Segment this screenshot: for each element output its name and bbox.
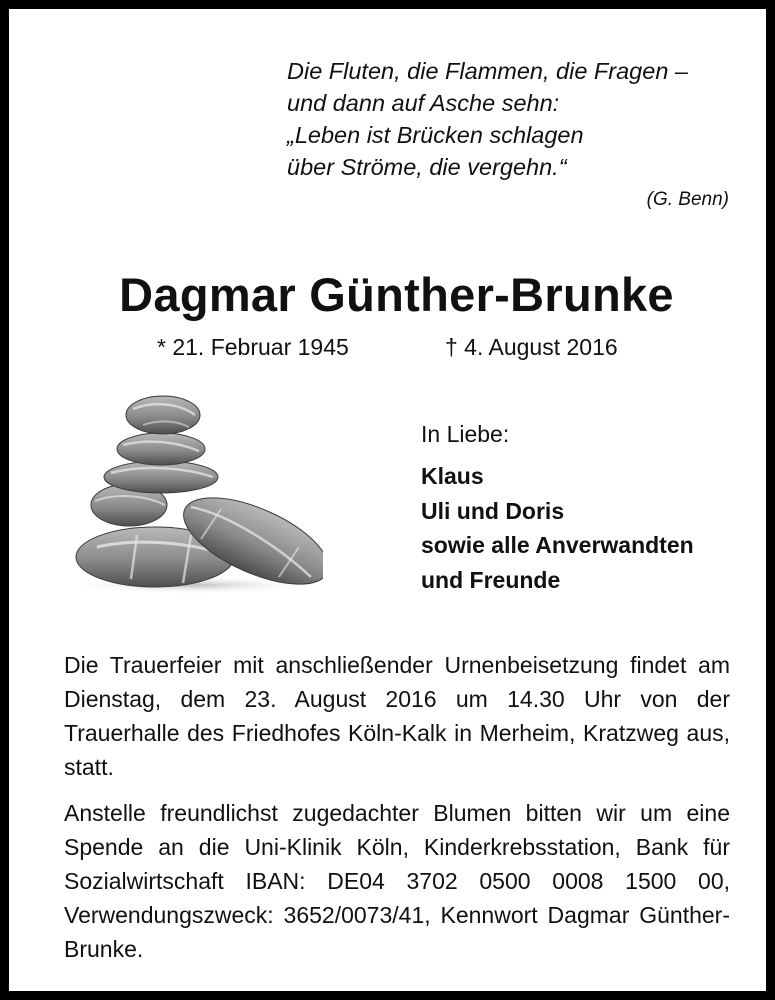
quote-line: „Leben ist Brücken schlagen	[287, 122, 584, 148]
ceremony-paragraph: Die Trauerfeier mit anschließender Urnenbeisetzung findet am Dienstag, dem 23. August 2016 um 14.30 Uhr von der Trauerhalle des Friedhofes Köln-Kalk in Merheim, Kratzweg aus, statt.	[64, 652, 730, 780]
quote-line: über Ströme, die vergehn.“	[287, 154, 567, 180]
stacked-pebbles-icon	[71, 389, 323, 595]
mourner-name: und Freunde	[421, 566, 561, 593]
quote-line: und dann auf Asche sehn:	[287, 90, 560, 116]
mourners-block	[421, 417, 761, 597]
quote-author: (G. Benn)	[646, 189, 729, 210]
deceased-name: Dagmar Günther-Brunke	[119, 268, 674, 321]
death-date: † 4. August 2016	[445, 334, 618, 360]
donation-paragraph: Anstelle freundlichst zugedachter Blumen bitten wir um eine Spende an die Uni-Klinik Köln, Kinderkrebsstation, Bank für Sozialwirtschaft IBAN: DE04 3702 0500 0008 1500 00, Verwendungszweck: 3652/0073/41, Kennwort Dagmar Günther-Brunke.	[64, 800, 730, 962]
mourner-name: Klaus	[421, 463, 484, 489]
mourner-name: Uli und Doris	[421, 497, 565, 524]
quote-block	[287, 55, 729, 213]
quote-line: Die Fluten, die Flammen, die Fragen –	[287, 58, 688, 84]
birth-date: * 21. Februar 1945	[157, 334, 349, 360]
mourners-intro: In Liebe:	[421, 421, 510, 447]
mourner-name: sowie alle Anverwandten	[421, 532, 694, 558]
